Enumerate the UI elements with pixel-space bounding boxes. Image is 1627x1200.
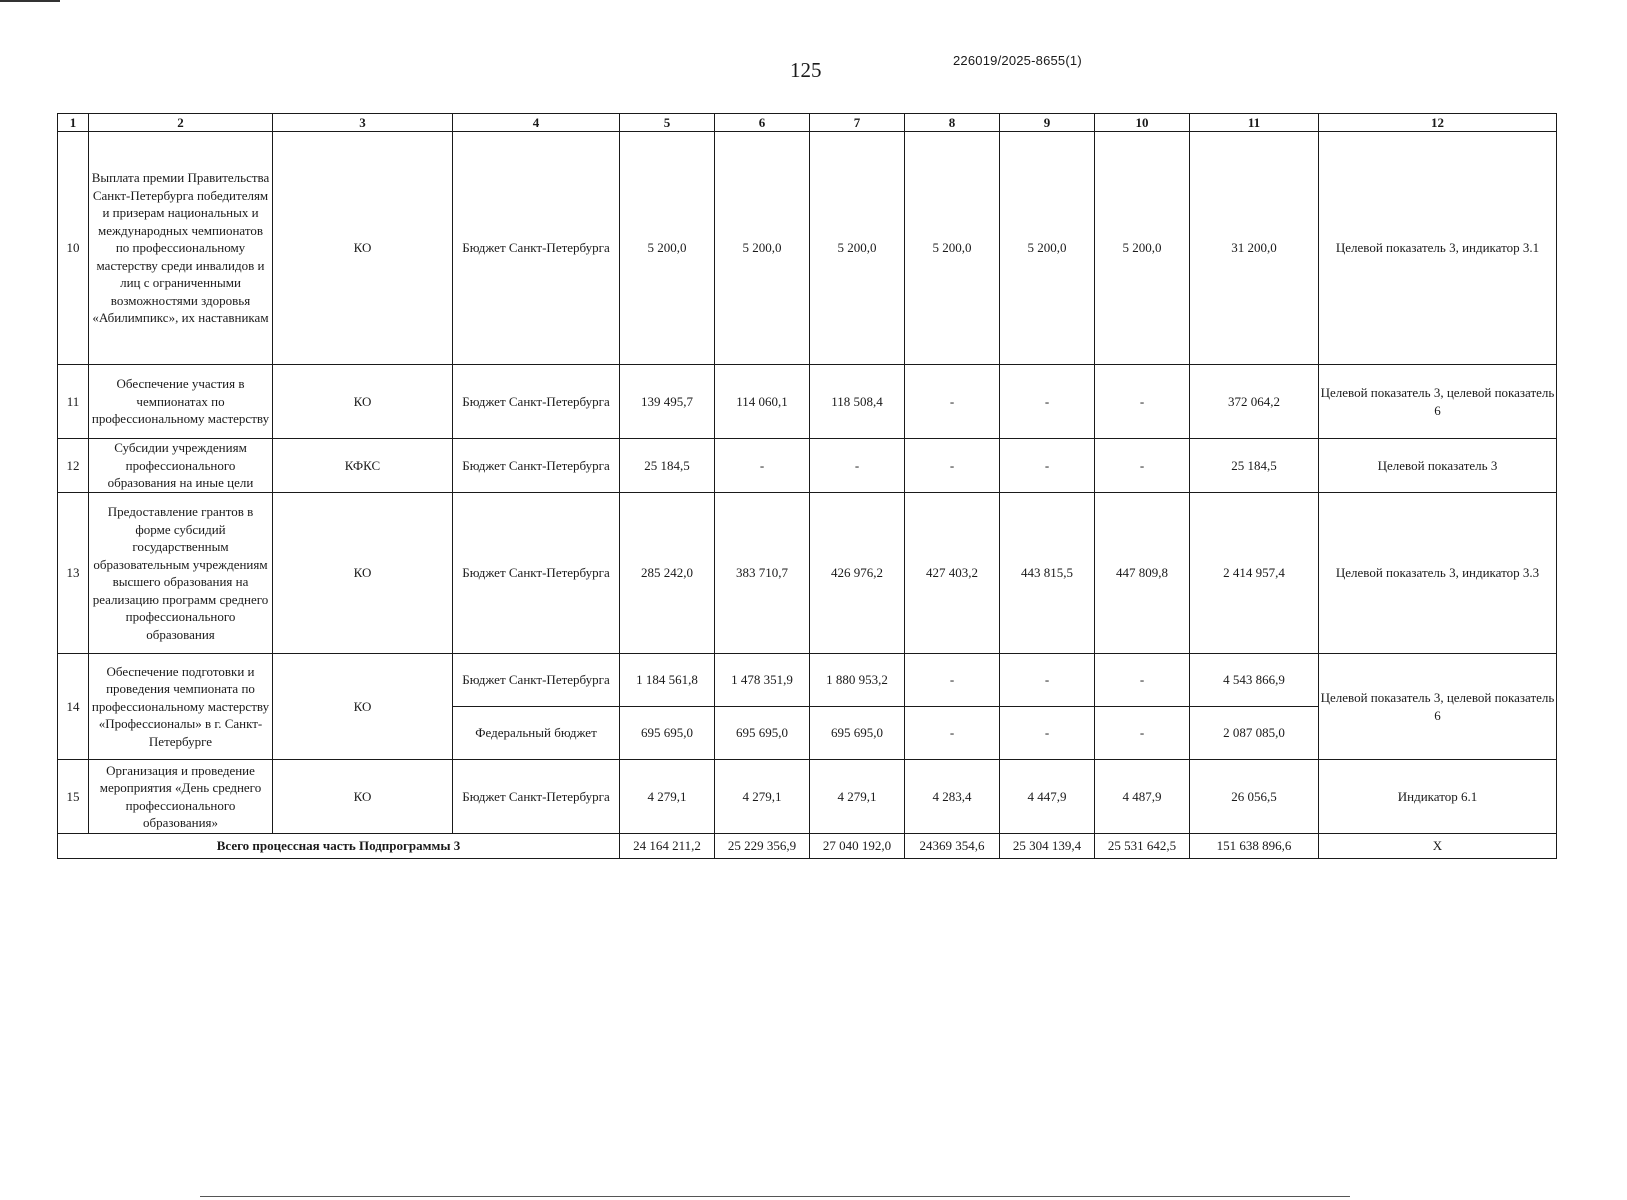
indicator: Целевой показатель 3, целевой показатель 6 [1319,365,1557,439]
value-cell: - [905,439,1000,493]
total-value: 25 531 642,5 [1095,834,1190,859]
column-header: 11 [1190,114,1319,132]
indicator: Целевой показатель 3, индикатор 3.3 [1319,493,1557,654]
value-cell: 1 478 351,9 [715,654,810,707]
value-cell: - [715,439,810,493]
value-cell: - [905,365,1000,439]
total-value: 151 638 896,6 [1190,834,1319,859]
value-cell: 383 710,7 [715,493,810,654]
funding-source: Бюджет Санкт-Петербурга [453,439,620,493]
value-total: 26 056,5 [1190,760,1319,834]
column-header: 12 [1319,114,1557,132]
value-cell: 5 200,0 [1095,132,1190,365]
indicator: Целевой показатель 3, целевой показатель 6 [1319,654,1557,760]
scan-edge-mark [0,0,60,2]
value-cell: - [1000,654,1095,707]
value-cell: 1 880 953,2 [810,654,905,707]
value-cell: 5 200,0 [905,132,1000,365]
row-number: 15 [58,760,89,834]
value-cell: 5 200,0 [1000,132,1095,365]
value-cell: 5 200,0 [715,132,810,365]
value-cell: 4 279,1 [810,760,905,834]
value-cell: 695 695,0 [715,707,810,760]
total-value: 24369 354,6 [905,834,1000,859]
activity-name: Выплата премии Правительства Санкт-Петербурга победителям и призерам национальных и международных чемпионатов по профессиональному мастерству среди инвалидов и лиц с ограниченными возможностями здоровья «Абилимпикс», их наставникам [89,132,273,365]
value-cell: 5 200,0 [620,132,715,365]
total-indicator: X [1319,834,1557,859]
value-cell: 695 695,0 [810,707,905,760]
value-cell: 114 060,1 [715,365,810,439]
funding-source: Бюджет Санкт-Петербурга [453,760,620,834]
row-number: 13 [58,493,89,654]
value-total: 4 543 866,9 [1190,654,1319,707]
funding-source: Бюджет Санкт-Петербурга [453,493,620,654]
value-cell: 4 447,9 [1000,760,1095,834]
activity-name: Предоставление грантов в форме субсидий государственным образовательным учреждениям высшего образования на реализацию программ среднего профессионального образования [89,493,273,654]
activity-name: Организация и проведение мероприятия «День среднего профессионального образования» [89,760,273,834]
scan-bottom-line [200,1196,1350,1197]
value-cell: 4 279,1 [715,760,810,834]
total-row [58,834,1557,859]
row-number: 10 [58,132,89,365]
funding-source: Бюджет Санкт-Петербурга [453,654,620,707]
executor: КО [273,132,453,365]
column-header: 7 [810,114,905,132]
value-cell: 1 184 561,8 [620,654,715,707]
value-cell: 695 695,0 [620,707,715,760]
executor: КО [273,493,453,654]
activity-name: Обеспечение подготовки и проведения чемпионата по профессиональному мастерству «Профессионалы» в г. Санкт-Петербурге [89,654,273,760]
total-value: 27 040 192,0 [810,834,905,859]
value-cell: 285 242,0 [620,493,715,654]
total-value: 24 164 211,2 [620,834,715,859]
column-header: 8 [905,114,1000,132]
table-row [58,654,1557,707]
value-cell: - [905,654,1000,707]
column-header: 2 [89,114,273,132]
value-total: 2 414 957,4 [1190,493,1319,654]
value-cell: 4 279,1 [620,760,715,834]
row-number: 11 [58,365,89,439]
document-id: 226019/2025-8655(1) [953,53,1082,68]
column-header: 6 [715,114,810,132]
column-header: 9 [1000,114,1095,132]
page-number: 125 [790,58,822,82]
value-cell: - [905,707,1000,760]
funding-source: Бюджет Санкт-Петербурга [453,365,620,439]
activity-name: Обеспечение участия в чемпионатах по профессиональному мастерству [89,365,273,439]
value-cell: - [1095,365,1190,439]
value-total: 2 087 085,0 [1190,707,1319,760]
table-row [58,365,1557,439]
total-label: Всего процессная часть Подпрограммы 3 [58,834,620,859]
value-cell: 427 403,2 [905,493,1000,654]
value-total: 372 064,2 [1190,365,1319,439]
value-cell: 5 200,0 [810,132,905,365]
indicator: Индикатор 6.1 [1319,760,1557,834]
value-cell: 118 508,4 [810,365,905,439]
budget-table [57,113,1557,859]
value-total: 25 184,5 [1190,439,1319,493]
value-cell: 4 283,4 [905,760,1000,834]
value-cell: 426 976,2 [810,493,905,654]
executor: КО [273,365,453,439]
indicator: Целевой показатель 3, индикатор 3.1 [1319,132,1557,365]
value-cell: - [1000,365,1095,439]
table-row [58,760,1557,834]
activity-name: Субсидии учреждениям профессионального образования на иные цели [89,439,273,493]
value-cell: 25 184,5 [620,439,715,493]
funding-source: Федеральный бюджет [453,707,620,760]
funding-source: Бюджет Санкт-Петербурга [453,132,620,365]
executor: КФКС [273,439,453,493]
column-header: 4 [453,114,620,132]
column-number-row [58,114,1557,132]
total-value: 25 229 356,9 [715,834,810,859]
column-header: 5 [620,114,715,132]
column-header: 1 [58,114,89,132]
table-row [58,493,1557,654]
row-number: 12 [58,439,89,493]
value-cell: 447 809,8 [1095,493,1190,654]
row-number: 14 [58,654,89,760]
value-cell: - [1095,707,1190,760]
value-total: 31 200,0 [1190,132,1319,365]
executor: КО [273,760,453,834]
value-cell: - [1000,439,1095,493]
value-cell: - [1095,654,1190,707]
value-cell: - [1095,439,1190,493]
value-cell: - [810,439,905,493]
value-cell: 443 815,5 [1000,493,1095,654]
executor: КО [273,654,453,760]
value-cell: 139 495,7 [620,365,715,439]
value-cell: 4 487,9 [1095,760,1190,834]
value-cell: - [1000,707,1095,760]
column-header: 3 [273,114,453,132]
column-header: 10 [1095,114,1190,132]
total-value: 25 304 139,4 [1000,834,1095,859]
indicator: Целевой показатель 3 [1319,439,1557,493]
table-row [58,439,1557,493]
table-row [58,132,1557,365]
